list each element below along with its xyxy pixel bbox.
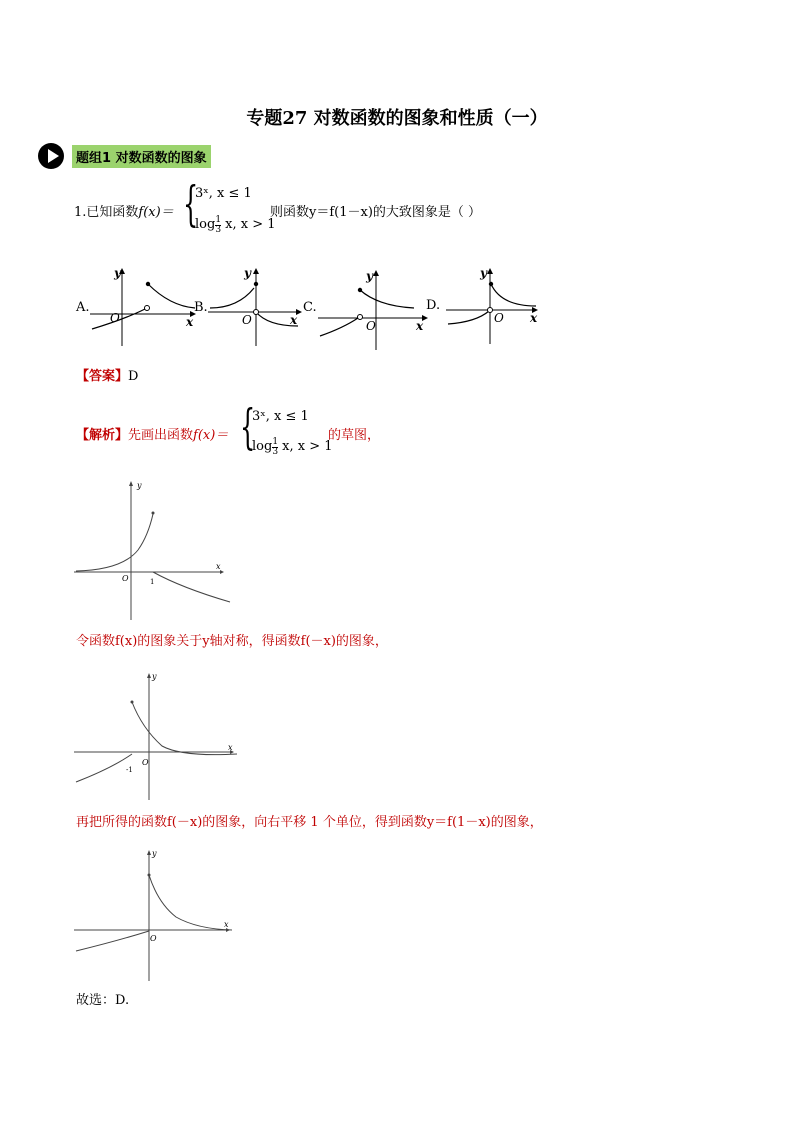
x-axis-label: x <box>228 743 233 752</box>
answer-tag: 【答案】 <box>76 369 129 384</box>
origin-label: O <box>150 934 157 943</box>
section-label: 题组1 对数函数的图象 <box>72 145 211 168</box>
y-axis-label: y <box>152 849 157 858</box>
y-axis-label: y <box>152 672 157 681</box>
y-axis-label: y <box>114 266 121 280</box>
page-title: 专题27 对数函数的图象和性质（一） <box>246 108 548 129</box>
y-axis-label: y <box>244 266 251 280</box>
answer-value: D <box>128 369 139 384</box>
origin-label: O <box>494 311 504 325</box>
origin-label: O <box>110 311 120 325</box>
option-b-label[interactable]: B. <box>194 300 208 315</box>
x-axis-label: x <box>416 319 424 333</box>
tick-neg1-label: -1 <box>126 766 133 774</box>
option-c-graph[interactable] <box>318 266 428 351</box>
sketch-f-one-minus-x <box>72 845 240 985</box>
x-axis-label: x <box>530 311 538 325</box>
y-axis-label: y <box>366 269 373 283</box>
analysis-line-1: 【解析】先画出函数f(x)＝ <box>76 428 229 443</box>
piece-2: log $\frac{1}{3}$ x, x > 1 <box>195 215 276 235</box>
section-header <box>38 143 211 169</box>
piece-1: 3ˣ, x ≤ 1 <box>195 186 252 201</box>
piece-1-copy: 3ˣ, x ≤ 1 <box>252 409 309 424</box>
option-c-label[interactable]: C. <box>303 300 317 315</box>
origin-label: O <box>242 313 252 327</box>
sketch-fx <box>72 478 232 623</box>
option-d-label[interactable]: D. <box>426 298 441 313</box>
sketch-f-neg-x <box>72 668 240 803</box>
option-d-graph[interactable] <box>446 264 542 349</box>
analysis-line-4: 故选：D. <box>76 993 130 1008</box>
option-a-graph[interactable] <box>90 264 200 349</box>
x-axis-label: x <box>186 315 194 329</box>
function-name: f(x)＝ <box>138 205 174 220</box>
question-suffix: 则函数y＝f(1－x)的大致图象是（ ） <box>270 205 482 220</box>
piecewise-brace-2: { <box>240 399 256 455</box>
piecewise-brace: { <box>183 176 199 232</box>
origin-label: O <box>142 758 149 767</box>
x-axis-label: x <box>216 562 221 571</box>
origin-label: O <box>122 574 129 583</box>
analysis-line-2: 令函数f(x)的图象关于y轴对称，得函数f(－x)的图象， <box>76 634 388 649</box>
analysis-line-3: 再把所得的函数f(－x)的图象，向右平移 1 个单位，得到函数y＝f(1－x)的图象， <box>76 815 543 830</box>
piece-2-copy: log $\frac{1}{3}$ x, x > 1 <box>252 437 333 457</box>
answer-line <box>76 368 138 386</box>
option-a-label[interactable]: A. <box>76 300 90 315</box>
arrow-right-icon <box>38 143 64 169</box>
question-number: 1. <box>74 205 87 220</box>
tick-one-label: 1 <box>150 578 155 586</box>
question-text: 已知函数 <box>86 205 139 220</box>
question-prefix <box>74 204 174 222</box>
analysis-tag: 【解析】 <box>76 428 129 443</box>
option-b-graph[interactable] <box>208 264 308 349</box>
x-axis-label: x <box>290 313 298 327</box>
y-axis-label: y <box>480 266 487 280</box>
y-axis-label: y <box>137 481 142 490</box>
analysis-line-1-end: 的草图， <box>328 428 381 443</box>
x-axis-label: x <box>224 920 229 929</box>
origin-label: O <box>366 319 376 333</box>
